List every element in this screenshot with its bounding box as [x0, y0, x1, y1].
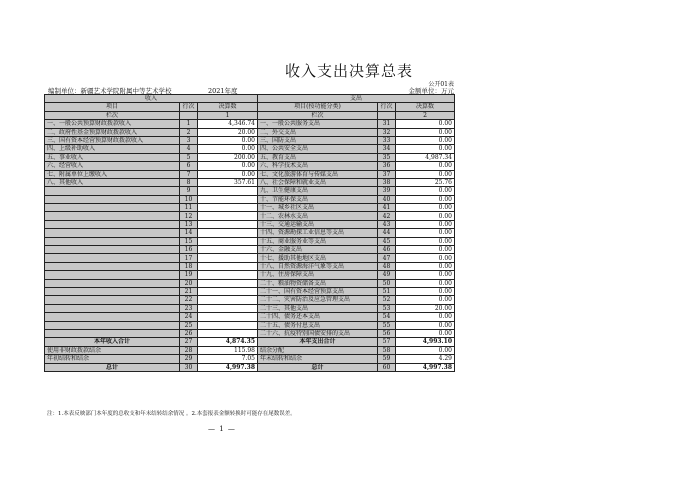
- expenditure-amount: 0.00: [396, 170, 455, 178]
- expenditure-amount: 4.29: [396, 355, 455, 363]
- table-row: [45, 296, 455, 304]
- income-amount: 200.00: [198, 153, 258, 161]
- expenditure-item-header: 项目(按功能分类): [258, 103, 378, 111]
- expenditure-col-blank: [378, 111, 396, 119]
- expenditure-item: 二、外交支出: [258, 128, 378, 136]
- income-item: [45, 246, 180, 254]
- expenditure-row-no: 56: [378, 329, 396, 337]
- expenditure-row-no: 51: [378, 287, 396, 295]
- expenditure-row-no: 50: [378, 279, 396, 287]
- income-amount: [198, 313, 258, 321]
- income-row-no: 18: [180, 262, 198, 270]
- income-col-blank: [180, 111, 198, 119]
- income-amount: [198, 279, 258, 287]
- header-row-columns: [45, 103, 455, 111]
- income-amount: 4,346.74: [198, 120, 258, 128]
- amount-unit: 金额单位：万元: [408, 87, 454, 95]
- expenditure-row-no: 46: [378, 246, 396, 254]
- expenditure-item: 本年支出合计: [258, 338, 378, 346]
- table-row: [45, 128, 455, 136]
- income-item: 二、政府性基金预算财政拨款收入: [45, 128, 180, 136]
- income-item: [45, 229, 180, 237]
- income-amount: 0.00: [198, 170, 258, 178]
- expenditure-amount: 0.00: [396, 229, 455, 237]
- expenditure-amount: 0.00: [396, 262, 455, 270]
- expenditure-row-no: 59: [378, 355, 396, 363]
- expenditure-item: 八、社会保障和就业支出: [258, 178, 378, 186]
- income-amount: 0.00: [198, 162, 258, 170]
- expenditure-item: 五、教育支出: [258, 153, 378, 161]
- income-item: 年初结转和结余: [45, 355, 180, 363]
- income-amount: 7.05: [198, 355, 258, 363]
- expenditure-item: 六、科学技术支出: [258, 162, 378, 170]
- expenditure-item: 十四、资源勘探工业信息等支出: [258, 229, 378, 237]
- income-col-number: 1: [198, 111, 258, 119]
- expenditure-row-no: 38: [378, 178, 396, 186]
- expenditure-amount: 20.00: [396, 304, 455, 312]
- table-row: [45, 153, 455, 161]
- expenditure-row-no: 57: [378, 338, 396, 346]
- income-item: [45, 271, 180, 279]
- page-number: — 1 —: [208, 425, 236, 433]
- income-row-no: 22: [180, 296, 198, 304]
- expenditure-item: 总计: [258, 363, 378, 371]
- income-item: 七、附属单位上缴收入: [45, 170, 180, 178]
- expenditure-amount: 0.00: [396, 346, 455, 354]
- table-row: [45, 195, 455, 203]
- income-amount: [198, 254, 258, 262]
- income-item: 总计: [45, 363, 180, 371]
- income-row-no: 9: [180, 187, 198, 195]
- income-amount: [198, 271, 258, 279]
- income-row-no: 12: [180, 212, 198, 220]
- expenditure-amount: 0.00: [396, 246, 455, 254]
- table-row: [45, 304, 455, 312]
- table-row: [45, 262, 455, 270]
- income-amount: 357.61: [198, 178, 258, 186]
- expenditure-amount: 0.00: [396, 136, 455, 144]
- table-row: [45, 170, 455, 178]
- fiscal-year: 2021年度: [208, 87, 238, 95]
- expenditure-col-number: 2: [396, 111, 455, 119]
- expenditure-amount: 0.00: [396, 120, 455, 128]
- expenditure-amount: 0.00: [396, 279, 455, 287]
- expenditure-amount: 0.00: [396, 296, 455, 304]
- income-row-no: 15: [180, 237, 198, 245]
- expenditure-amount: 0.00: [396, 220, 455, 228]
- expenditure-item: 十一、城乡社区支出: [258, 204, 378, 212]
- income-item: 本年收入合计: [45, 338, 180, 346]
- expenditure-row-no: 37: [378, 170, 396, 178]
- income-row-no: 29: [180, 355, 198, 363]
- expenditure-row-no: 60: [378, 363, 396, 371]
- income-item: 五、事业收入: [45, 153, 180, 161]
- expenditure-row-no: 39: [378, 187, 396, 195]
- expenditure-item: 三、国防支出: [258, 136, 378, 144]
- expenditure-amount: 0.00: [396, 287, 455, 295]
- income-col-label: 栏次: [45, 111, 180, 119]
- expenditure-item: 二十三、其他支出: [258, 304, 378, 312]
- form-code: 公开01表: [428, 81, 454, 88]
- expenditure-item: 二十二、灾害防治及应急管理支出: [258, 296, 378, 304]
- table-row: [45, 254, 455, 262]
- income-item: [45, 220, 180, 228]
- table-row: [45, 220, 455, 228]
- expenditure-amount: 0.00: [396, 145, 455, 153]
- table-row: [45, 204, 455, 212]
- income-item: [45, 304, 180, 312]
- income-row-no: 27: [180, 338, 198, 346]
- table-row: [45, 145, 455, 153]
- income-item: [45, 279, 180, 287]
- total-row: [45, 338, 455, 346]
- compiling-unit: 编制单位：新疆艺术学院附属中等艺术学校: [48, 87, 172, 95]
- expenditure-row-no: 41: [378, 204, 396, 212]
- income-amount-header: 决算数: [198, 103, 258, 111]
- expenditure-row-no: 55: [378, 321, 396, 329]
- expenditure-amount: 25.76: [396, 178, 455, 186]
- income-item: [45, 254, 180, 262]
- income-amount: [198, 212, 258, 220]
- revenue-expenditure-table: [44, 94, 455, 372]
- income-rowno-header: 行次: [180, 103, 198, 111]
- income-amount: [198, 304, 258, 312]
- income-amount: [198, 329, 258, 337]
- expenditure-item: 四、公共安全支出: [258, 145, 378, 153]
- income-amount: [198, 187, 258, 195]
- expenditure-row-no: 48: [378, 262, 396, 270]
- income-item: [45, 287, 180, 295]
- expenditure-amount: 0.00: [396, 212, 455, 220]
- expenditure-col-label: 栏次: [258, 111, 378, 119]
- expenditure-amount: 0.00: [396, 329, 455, 337]
- report-title: 收入支出决算总表: [284, 62, 413, 80]
- expenditure-item: 十三、交通运输支出: [258, 220, 378, 228]
- expenditure-amount: 4,987.34: [396, 153, 455, 161]
- table-row: [45, 162, 455, 170]
- income-item: 一、一般公共预算财政拨款收入: [45, 120, 180, 128]
- expenditure-row-no: 36: [378, 162, 396, 170]
- total-row: [45, 363, 455, 371]
- income-amount: [198, 262, 258, 270]
- table-row: [45, 313, 455, 321]
- income-item: [45, 212, 180, 220]
- table-row: [45, 329, 455, 337]
- income-row-no: 17: [180, 254, 198, 262]
- income-row-no: 11: [180, 204, 198, 212]
- income-item: [45, 204, 180, 212]
- income-row-no: 19: [180, 271, 198, 279]
- expenditure-row-no: 34: [378, 145, 396, 153]
- income-row-no: 20: [180, 279, 198, 287]
- income-item: [45, 187, 180, 195]
- expenditure-amount: 0.00: [396, 321, 455, 329]
- expenditure-section-header: 支出: [258, 95, 455, 103]
- income-item: [45, 321, 180, 329]
- expenditure-item: 十八、自然资源海洋气象等支出: [258, 262, 378, 270]
- expenditure-row-no: 31: [378, 120, 396, 128]
- expenditure-item: 十、节能环保支出: [258, 195, 378, 203]
- income-row-no: 6: [180, 162, 198, 170]
- income-amount: [198, 246, 258, 254]
- expenditure-item: 二十六、抗疫特别国债安排的支出: [258, 329, 378, 337]
- expenditure-row-no: 47: [378, 254, 396, 262]
- table-row: [45, 229, 455, 237]
- table-row: [45, 246, 455, 254]
- income-amount: [198, 287, 258, 295]
- expenditure-row-no: 40: [378, 195, 396, 203]
- expenditure-rowno-header: 行次: [378, 103, 396, 111]
- income-row-no: 21: [180, 287, 198, 295]
- income-amount: [198, 229, 258, 237]
- income-amount: [198, 237, 258, 245]
- table-row: [45, 271, 455, 279]
- expenditure-amount: 0.00: [396, 237, 455, 245]
- income-item: [45, 329, 180, 337]
- income-row-no: 28: [180, 346, 198, 354]
- income-row-no: 8: [180, 178, 198, 186]
- expenditure-item: 结余分配: [258, 346, 378, 354]
- expenditure-item: 七、文化旅游体育与传媒支出: [258, 170, 378, 178]
- income-row-no: 26: [180, 329, 198, 337]
- income-amount: [198, 204, 258, 212]
- income-item: [45, 195, 180, 203]
- expenditure-item: 九、卫生健康支出: [258, 187, 378, 195]
- income-item: 四、上级补助收入: [45, 145, 180, 153]
- income-item: [45, 237, 180, 245]
- income-amount: 0.00: [198, 145, 258, 153]
- income-row-no: 14: [180, 229, 198, 237]
- expenditure-row-no: 33: [378, 136, 396, 144]
- income-row-no: 2: [180, 128, 198, 136]
- table-row: [45, 178, 455, 186]
- income-amount: [198, 296, 258, 304]
- expenditure-row-no: 42: [378, 212, 396, 220]
- table-row: [45, 212, 455, 220]
- income-item-header: 项目: [45, 103, 180, 111]
- expenditure-amount: 0.00: [396, 187, 455, 195]
- expenditure-amount: 0.00: [396, 162, 455, 170]
- expenditure-row-no: 53: [378, 304, 396, 312]
- income-amount: [198, 195, 258, 203]
- expenditure-item: 年末结转和结余: [258, 355, 378, 363]
- income-row-no: 23: [180, 304, 198, 312]
- income-item: [45, 313, 180, 321]
- income-row-no: 3: [180, 136, 198, 144]
- table-row: [45, 287, 455, 295]
- income-row-no: 4: [180, 145, 198, 153]
- income-amount: 0.00: [198, 136, 258, 144]
- expenditure-amount: 4,997.38: [396, 363, 455, 371]
- expenditure-amount: 0.00: [396, 254, 455, 262]
- income-section-header: 收入: [45, 95, 258, 103]
- expenditure-amount: 0.00: [396, 195, 455, 203]
- income-item: 八、其他收入: [45, 178, 180, 186]
- income-row-no: 16: [180, 246, 198, 254]
- income-row-no: 25: [180, 321, 198, 329]
- income-row-no: 24: [180, 313, 198, 321]
- expenditure-row-no: 45: [378, 237, 396, 245]
- income-row-no: 1: [180, 120, 198, 128]
- expenditure-row-no: 35: [378, 153, 396, 161]
- income-row-no: 13: [180, 220, 198, 228]
- expenditure-amount: 0.00: [396, 204, 455, 212]
- expenditure-amount-header: 决算数: [396, 103, 455, 111]
- expenditure-item: 十二、农林水支出: [258, 212, 378, 220]
- expenditure-row-no: 44: [378, 229, 396, 237]
- expenditure-row-no: 43: [378, 220, 396, 228]
- income-row-no: 30: [180, 363, 198, 371]
- expenditure-row-no: 32: [378, 128, 396, 136]
- income-amount: [198, 220, 258, 228]
- expenditure-item: 十九、住房保障支出: [258, 271, 378, 279]
- expenditure-amount: 0.00: [396, 313, 455, 321]
- income-item: [45, 262, 180, 270]
- income-item: 三、国有资本经营预算财政拨款收入: [45, 136, 180, 144]
- table-row: [45, 237, 455, 245]
- total-row: [45, 346, 455, 354]
- expenditure-item: 一、一般公共服务支出: [258, 120, 378, 128]
- income-row-no: 7: [180, 170, 198, 178]
- income-amount: 4,874.35: [198, 338, 258, 346]
- expenditure-row-no: 58: [378, 346, 396, 354]
- table-row: [45, 321, 455, 329]
- table-row: [45, 120, 455, 128]
- income-amount: [198, 321, 258, 329]
- income-row-no: 5: [180, 153, 198, 161]
- expenditure-row-no: 54: [378, 313, 396, 321]
- expenditure-item: 十六、金融支出: [258, 246, 378, 254]
- expenditure-item: 二十、粮油物资储备支出: [258, 279, 378, 287]
- expenditure-amount: 0.00: [396, 271, 455, 279]
- expenditure-item: 十七、援助其他地区支出: [258, 254, 378, 262]
- income-item: 六、经营收入: [45, 162, 180, 170]
- expenditure-item: 二十五、债务付息支出: [258, 321, 378, 329]
- table-footnote: 注：1.本表反映部门本年度的总收支和年末结转结余情况 。2.本套报表金额转换时可能存在尾数误差。: [47, 411, 296, 417]
- header-row-colnums: [45, 111, 455, 119]
- expenditure-item: 二十一、国有资本经营预算支出: [258, 287, 378, 295]
- income-item: [45, 296, 180, 304]
- income-amount: 20.00: [198, 128, 258, 136]
- income-row-no: 10: [180, 195, 198, 203]
- income-item: 使用非财政拨款结余: [45, 346, 180, 354]
- expenditure-item: 二十四、债务还本支出: [258, 313, 378, 321]
- table-row: [45, 279, 455, 287]
- expenditure-amount: 4,993.10: [396, 338, 455, 346]
- expenditure-amount: 0.00: [396, 128, 455, 136]
- expenditure-item: 十五、商业服务业等支出: [258, 237, 378, 245]
- expenditure-row-no: 49: [378, 271, 396, 279]
- income-amount: 4,997.38: [198, 363, 258, 371]
- table-row: [45, 136, 455, 144]
- expenditure-row-no: 52: [378, 296, 396, 304]
- income-amount: 115.98: [198, 346, 258, 354]
- header-row-sections: [45, 95, 455, 103]
- table-row: [45, 187, 455, 195]
- total-row: [45, 355, 455, 363]
